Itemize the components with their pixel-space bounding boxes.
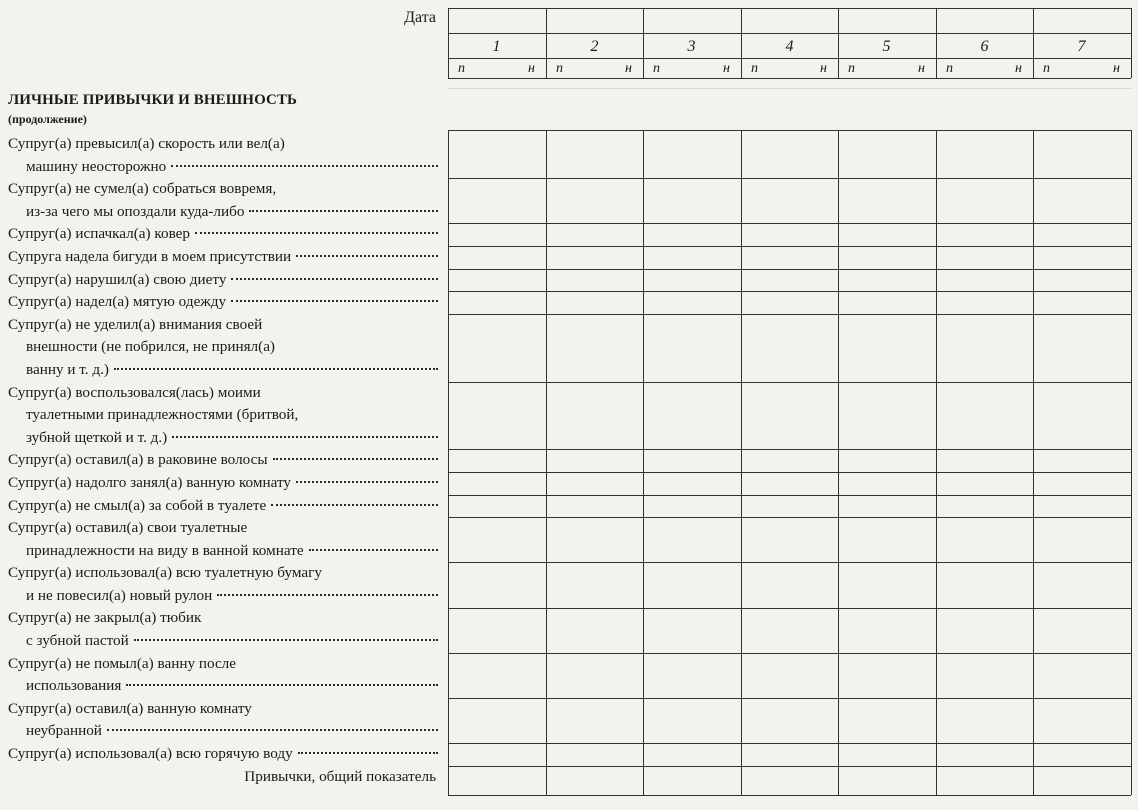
grid-line <box>1033 130 1034 795</box>
grid-line <box>448 78 1131 79</box>
list-item <box>8 517 438 562</box>
item-line <box>8 630 438 653</box>
leader-dots <box>296 481 438 483</box>
leader-dots <box>195 232 438 234</box>
item-text: с зубной пастой <box>26 632 129 650</box>
grid-line <box>448 608 1131 609</box>
list-item <box>8 133 438 178</box>
item-line <box>8 540 438 563</box>
item-text: Супруг(а) оставил(а) свои туалетные <box>8 519 248 537</box>
list-item <box>8 291 438 314</box>
leader-dots <box>271 504 438 506</box>
list-item <box>8 743 438 766</box>
sub-column-n: н <box>625 61 632 76</box>
sub-column-p: п <box>1043 61 1050 76</box>
list-item <box>8 495 438 518</box>
item-line <box>8 517 438 540</box>
item-line <box>8 382 438 405</box>
item-text: принадлежности на виду в ванной комнате <box>26 541 304 559</box>
grid-line <box>448 314 1131 315</box>
grid-line <box>448 653 1131 654</box>
grid-line <box>448 269 1131 270</box>
item-line <box>8 178 438 201</box>
faint-divider <box>448 88 1131 103</box>
leader-dots <box>231 278 438 280</box>
leader-dots <box>296 255 438 257</box>
leader-dots <box>172 436 438 438</box>
list-item <box>8 314 438 382</box>
item-line <box>8 201 438 224</box>
grid-line <box>448 495 1131 496</box>
leader-dots <box>298 752 438 754</box>
item-text: Супруг(а) не сумел(а) собраться вовремя, <box>8 180 277 198</box>
item-line <box>8 607 438 630</box>
item-line <box>8 133 438 156</box>
item-text: использования <box>26 677 122 695</box>
grid-line <box>448 382 1131 383</box>
grid-line <box>448 33 1131 34</box>
day-number: 5 <box>882 38 891 55</box>
list-item <box>8 472 438 495</box>
section-subtitle: (продолжение) <box>8 112 87 126</box>
item-text: зубной щеткой и т. д.) <box>26 428 168 446</box>
leader-dots <box>171 165 438 167</box>
leader-dots <box>134 639 438 641</box>
item-line <box>8 246 438 269</box>
item-line <box>8 562 438 585</box>
item-text: машину неосторожно <box>26 157 167 175</box>
item-line <box>8 156 438 179</box>
leader-dots <box>273 458 438 460</box>
grid-line <box>448 130 1131 131</box>
item-text: Супруг(а) воспользовался(лась) моими <box>8 383 261 401</box>
sub-column-p: п <box>848 61 855 76</box>
day-number: 3 <box>687 38 696 55</box>
list-item <box>8 698 438 743</box>
item-line <box>8 720 438 743</box>
list-item <box>8 607 438 652</box>
item-line <box>8 359 438 382</box>
list-item <box>8 382 438 450</box>
item-line <box>8 404 438 427</box>
item-text: внешности (не побрился, не принял(а) <box>26 338 275 356</box>
grid-line <box>448 246 1131 247</box>
sub-column-n: н <box>820 61 827 76</box>
item-line <box>8 698 438 721</box>
grid-line <box>643 130 644 795</box>
sub-column-n: н <box>1015 61 1022 76</box>
list-item <box>8 449 438 472</box>
item-text: и не повесил(а) новый рулон <box>26 586 213 604</box>
tally-grid <box>448 130 1131 795</box>
section-title: ЛИЧНЫЕ ПРИВЫЧКИ И ВНЕШНОСТЬ <box>8 92 298 108</box>
item-text: Супруг(а) оставил(а) ванную комнату <box>8 699 252 717</box>
grid-line <box>448 130 449 795</box>
day-number: 4 <box>785 38 794 55</box>
grid-line <box>741 130 742 795</box>
sub-column-n: н <box>1113 61 1120 76</box>
item-text: из-за чего мы опоздали куда-либо <box>26 202 245 220</box>
item-text: Супруг(а) не смыл(а) за собой в туалете <box>8 496 267 514</box>
leader-dots <box>114 368 438 370</box>
grid-line <box>448 8 1131 9</box>
item-line <box>8 675 438 698</box>
leader-dots <box>217 594 438 596</box>
item-line <box>8 653 438 676</box>
day-number: 1 <box>492 38 501 55</box>
item-line <box>8 291 438 314</box>
grid-line <box>1131 130 1132 795</box>
total-label: Привычки, общий показатель <box>244 768 436 785</box>
item-line <box>8 472 438 495</box>
day-number: 6 <box>980 38 989 55</box>
leader-dots <box>249 210 438 212</box>
item-text: Супруг(а) не помыл(а) ванну после <box>8 654 237 672</box>
sub-column-p: п <box>556 61 563 76</box>
item-text: Супруг(а) испачкал(а) ковер <box>8 225 190 243</box>
grid-line <box>838 130 839 795</box>
sub-column-p: п <box>458 61 465 76</box>
list-item <box>8 269 438 292</box>
grid-line <box>448 698 1131 699</box>
item-text: туалетными принадлежностями (бритвой, <box>26 406 299 424</box>
item-text: Супруг(а) надолго занял(а) ванную комнату <box>8 473 291 491</box>
leader-dots <box>309 549 438 551</box>
grid-line <box>546 130 547 795</box>
grid-line <box>448 449 1131 450</box>
list-item <box>8 178 438 223</box>
item-line <box>8 449 438 472</box>
day-number: 2 <box>590 38 599 55</box>
grid-line <box>448 795 1131 796</box>
item-text: Супруг(а) надел(а) мятую одежду <box>8 293 227 311</box>
sub-column-p: п <box>946 61 953 76</box>
grid-line <box>448 517 1131 518</box>
leader-dots <box>126 684 438 686</box>
grid-line <box>448 472 1131 473</box>
grid-line <box>936 130 937 795</box>
item-line <box>8 427 438 450</box>
item-line <box>8 743 438 766</box>
item-text: Супруг(а) использовал(а) всю горячую воду <box>8 745 293 763</box>
item-text: ванну и т. д.) <box>26 360 109 378</box>
item-text: Супруг(а) превысил(а) скорость или вел(а) <box>8 135 285 152</box>
grid-line <box>448 223 1131 224</box>
items-list <box>8 133 438 766</box>
item-line <box>8 269 438 292</box>
list-item <box>8 562 438 607</box>
item-line <box>8 585 438 608</box>
item-text: неубранной <box>26 722 102 740</box>
list-item <box>8 653 438 698</box>
sub-column-p: п <box>653 61 660 76</box>
grid-line <box>448 766 1131 767</box>
day-number: 7 <box>1077 38 1086 55</box>
date-header-grid <box>448 8 1131 78</box>
list-item <box>8 223 438 246</box>
grid-line <box>448 291 1131 292</box>
sub-column-n: н <box>918 61 925 76</box>
sub-column-p: п <box>751 61 758 76</box>
grid-line <box>448 178 1131 179</box>
item-text: Супруг(а) оставил(а) в раковине волосы <box>8 451 268 469</box>
item-text: Супруг(а) не уделил(а) внимания своей <box>8 315 263 333</box>
list-item <box>8 246 438 269</box>
item-text: Супруга надела бигуди в моем присутствии <box>8 247 292 265</box>
item-line <box>8 495 438 518</box>
leader-dots <box>107 729 438 731</box>
grid-line <box>1131 8 1132 78</box>
item-line <box>8 314 438 337</box>
item-text: Супруг(а) не закрыл(а) тюбик <box>8 609 202 627</box>
item-line <box>8 223 438 246</box>
sub-column-n: н <box>528 61 535 76</box>
date-label: Дата <box>404 9 436 26</box>
item-line <box>8 336 438 359</box>
grid-line <box>448 562 1131 563</box>
item-text: Супруг(а) нарушил(а) свою диету <box>8 270 227 288</box>
item-text: Супруг(а) использовал(а) всю туалетную бумагу <box>8 564 322 582</box>
grid-line <box>448 743 1131 744</box>
leader-dots <box>231 300 438 302</box>
sub-column-n: н <box>723 61 730 76</box>
grid-line <box>448 58 1131 59</box>
